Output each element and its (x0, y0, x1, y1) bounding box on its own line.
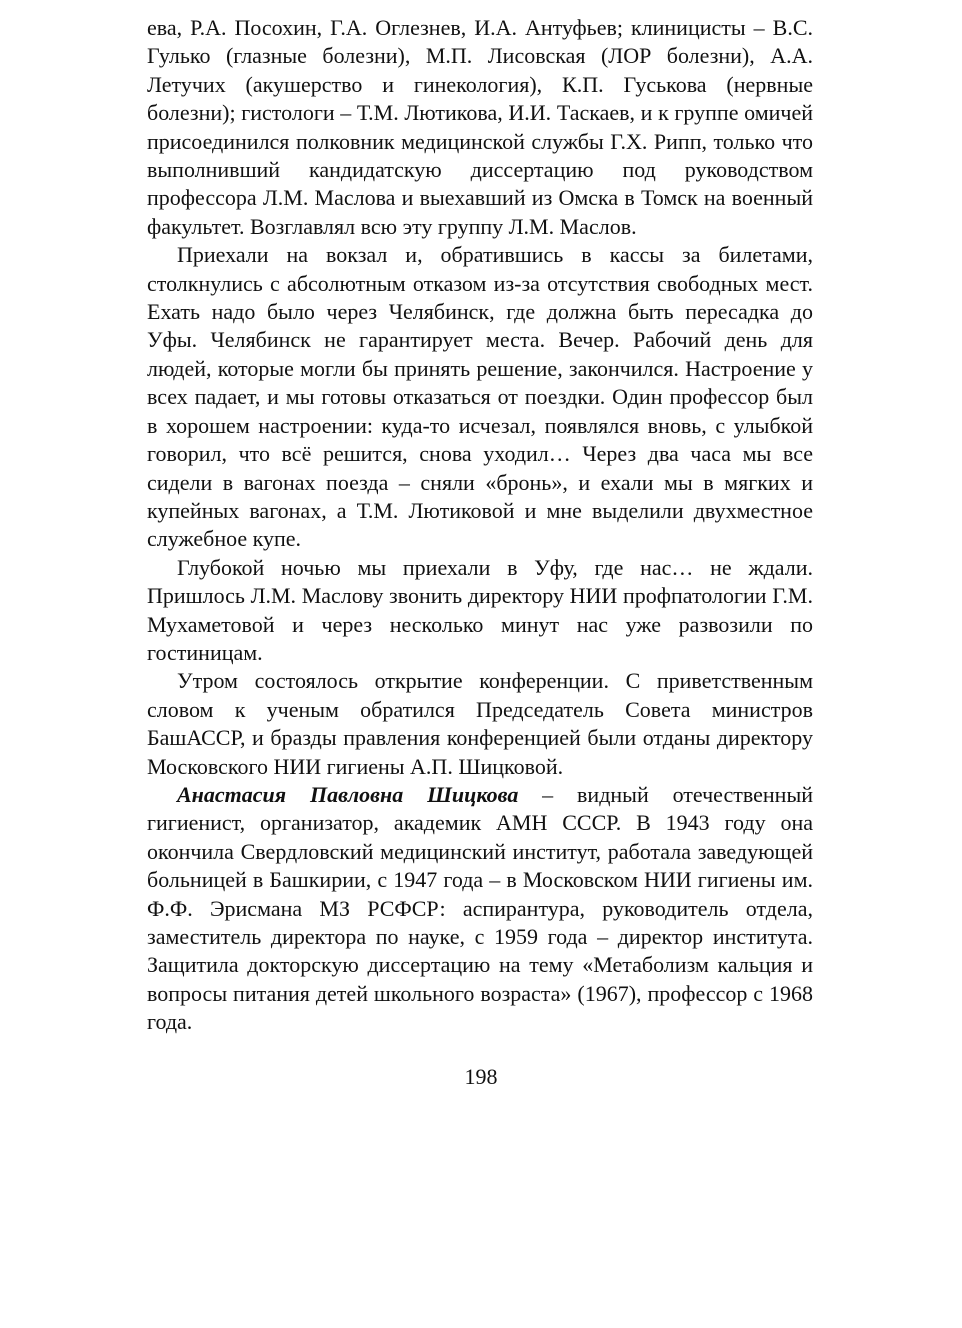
page-body (147, 14, 813, 1037)
paragraph-continuation: ева, Р.А. Посохин, Г.А. Оглезнев, И.А. Антуфьев; клиницисты – В.С. Гулько (глазные болезни), М.П. Лисовская (ЛОР болезни), А.А. Летучих (акушерство и гинекология), К.П. Гуськова (нервные болезни); гистологи – Т.М. Лютикова, И.И. Таскаев, и к группе омичей присоединился полковник медицинской службы Г.Х. Рипп, только что выполнивший кандидатскую диссертацию под руководством профессора Л.М. Маслова и выехавший из Омска в Томск на военный факультет. Возглавлял всю эту группу Л.М. Маслов. (147, 15, 813, 239)
paragraph-ufa-arrival: Глубокой ночью мы приехали в Уфу, где нас… не ждали. Пришлось Л.М. Маслову звонить директору НИИ профпатологии Г.М. Мухаметовой и через несколько минут нас уже развозили по гостиницам. (147, 554, 813, 665)
paragraph-station: Приехали на вокзал и, обратившись в кассы за билетами, столкнулись с абсолютным отказом из-за отсутствия свободных мест. Ехать надо было через Челябинск, где должна быть пересадка до Уфы. Челябинск не гарантирует места. Вечер. Рабочий день для людей, которые могли бы принять решение, закончился. Настроение у всех падает, и мы готовы отказаться от поездки. Один профессор был в хорошем настроении: куда-то исчезал, появлялся вновь, с улыбкой говорил, что всё решится, снова уходил… Через два часа мы все сидели в вагонах поезда – сняли «бронь», и ехали мы в мягких и купейных вагонах, а Т.М. Лютиковой и мне выделили двухместное служебное купе. (147, 242, 813, 552)
biography-name: Анастасия Павловна Шицкова (177, 781, 519, 807)
biography-text: – видный отечественный гигиенист, организатор, академик АМН СССР. В 1943 году она окончила Свердловский медицинский институт, работала заведующей больницей в Башкирии, с 1947 года – в Московском НИИ гигиены им. Ф.Ф. Эрисмана МЗ РСФСР: аспирантура, руководитель отдела, заместитель директора по науке, с 1959 года – директор института. Защитила докторскую диссертацию на тему «Метаболизм кальция и вопросы питания детей школьного возраста» (1967), профессор с 1968 года. (147, 781, 814, 1035)
paragraph-biography (147, 781, 813, 1037)
page-number: 198 (464, 1064, 498, 1089)
paragraph-conference-opening: Утром состоялось открытие конференции. С приветственным словом к ученым обратился Председатель Совета министров БашАССР, и бразды правления конференцией были отданы директору Московского НИИ гигиены А.П. Шицковой. (147, 668, 813, 779)
